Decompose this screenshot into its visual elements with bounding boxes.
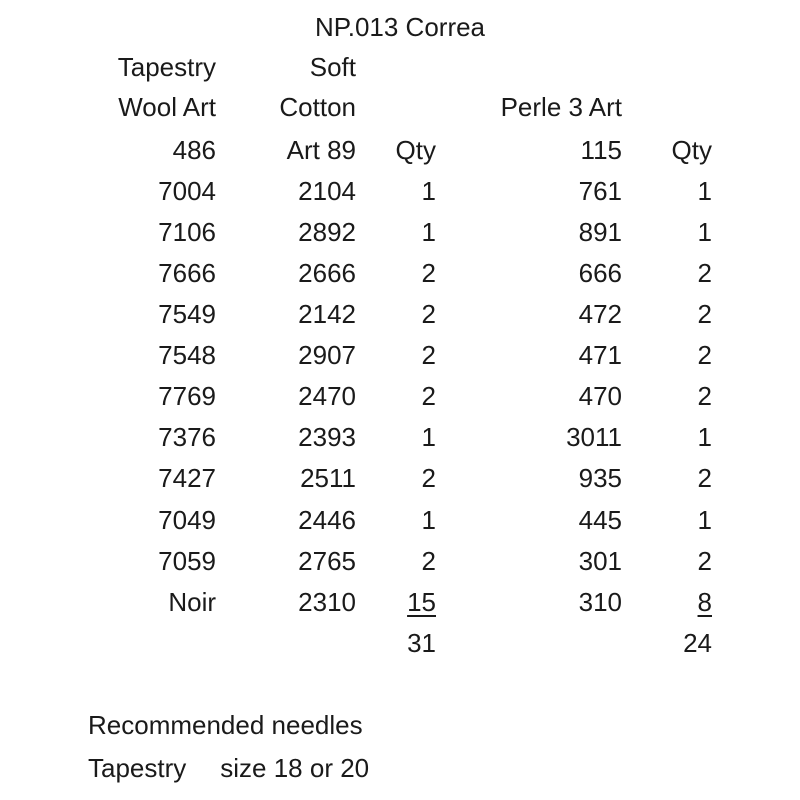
row-qty2: 1 bbox=[697, 217, 712, 247]
row-soft: 2142 bbox=[298, 299, 356, 329]
row-perle: 761 bbox=[578, 176, 622, 206]
row-perle: 891 bbox=[578, 217, 622, 247]
row-qty2: 1 bbox=[697, 505, 712, 535]
row-qty1: 15 bbox=[407, 587, 436, 617]
row-qty1: 2 bbox=[421, 381, 436, 411]
row-qty1: 2 bbox=[421, 258, 436, 288]
row-tapestry: Noir bbox=[168, 587, 216, 617]
total-qty2: 24 bbox=[683, 628, 712, 658]
row-perle: 472 bbox=[578, 299, 622, 329]
row-tapestry: 7376 bbox=[158, 422, 216, 452]
row-qty2-cell bbox=[650, 587, 712, 617]
row-qty1-cell bbox=[376, 587, 436, 617]
row-tapestry: 7666 bbox=[158, 258, 216, 288]
row-qty1: 1 bbox=[421, 176, 436, 206]
row-soft: 2310 bbox=[298, 587, 356, 617]
row-tapestry: 7004 bbox=[158, 176, 216, 206]
needles-heading: Recommended needles bbox=[88, 710, 363, 740]
row-perle: 470 bbox=[578, 381, 622, 411]
row-soft: 2892 bbox=[298, 217, 356, 247]
row-soft: 2666 bbox=[298, 258, 356, 288]
row-perle: 666 bbox=[578, 258, 622, 288]
row-qty1: 2 bbox=[421, 299, 436, 329]
row-perle: 3011 bbox=[566, 422, 622, 452]
page-title: NP.013 Correa bbox=[314, 12, 486, 42]
row-qty2: 1 bbox=[697, 422, 712, 452]
row-qty1: 2 bbox=[421, 340, 436, 370]
row-soft: 2104 bbox=[298, 176, 356, 206]
row-soft: 2765 bbox=[298, 546, 356, 576]
row-tapestry: 7049 bbox=[158, 505, 216, 535]
needles-size: size 18 or 20 bbox=[220, 753, 370, 783]
row-qty2: 2 bbox=[697, 546, 712, 576]
row-perle: 471 bbox=[578, 340, 622, 370]
row-perle: 935 bbox=[578, 463, 622, 493]
header-soft-line2: Cotton bbox=[279, 92, 356, 122]
row-tapestry: 7548 bbox=[158, 340, 216, 370]
row-qty1: 2 bbox=[421, 463, 436, 493]
row-soft: 2470 bbox=[298, 381, 356, 411]
header-perle-line1: Perle 3 Art bbox=[500, 92, 622, 122]
row-qty2: 2 bbox=[697, 381, 712, 411]
header-soft-line1: Soft bbox=[309, 52, 356, 82]
row-soft: 2393 bbox=[298, 422, 356, 452]
row-tapestry: 7427 bbox=[158, 463, 216, 493]
row-tapestry: 7106 bbox=[158, 217, 216, 247]
row-qty1: 1 bbox=[421, 217, 436, 247]
row-tapestry: 7549 bbox=[158, 299, 216, 329]
row-soft: 2446 bbox=[298, 505, 356, 535]
header-tapestry-line1: Tapestry bbox=[117, 52, 216, 82]
row-qty2: 1 bbox=[697, 176, 712, 206]
row-tapestry: 7769 bbox=[158, 381, 216, 411]
header-tapestry-line3: 486 bbox=[172, 135, 216, 165]
row-qty2: 2 bbox=[697, 299, 712, 329]
row-qty1: 1 bbox=[421, 505, 436, 535]
header-tapestry-line2: Wool Art bbox=[118, 92, 216, 122]
header-soft-line3: Art 89 bbox=[286, 135, 356, 165]
row-qty1: 2 bbox=[421, 546, 436, 576]
row-qty1: 1 bbox=[421, 422, 436, 452]
row-qty2: 2 bbox=[697, 463, 712, 493]
header-qty2: Qty bbox=[671, 135, 712, 165]
row-qty2: 2 bbox=[697, 258, 712, 288]
row-qty2: 2 bbox=[697, 340, 712, 370]
row-soft: 2511 bbox=[300, 463, 356, 493]
row-perle: 301 bbox=[578, 546, 622, 576]
header-qty1: Qty bbox=[395, 135, 436, 165]
needles-line bbox=[88, 753, 369, 783]
header-perle-line2: 115 bbox=[580, 135, 622, 165]
needles-label: Tapestry bbox=[88, 753, 187, 783]
row-tapestry: 7059 bbox=[158, 546, 216, 576]
row-qty2: 8 bbox=[697, 587, 712, 617]
row-soft: 2907 bbox=[298, 340, 356, 370]
total-qty1: 31 bbox=[407, 628, 436, 658]
row-perle: 310 bbox=[578, 587, 622, 617]
row-perle: 445 bbox=[578, 505, 622, 535]
